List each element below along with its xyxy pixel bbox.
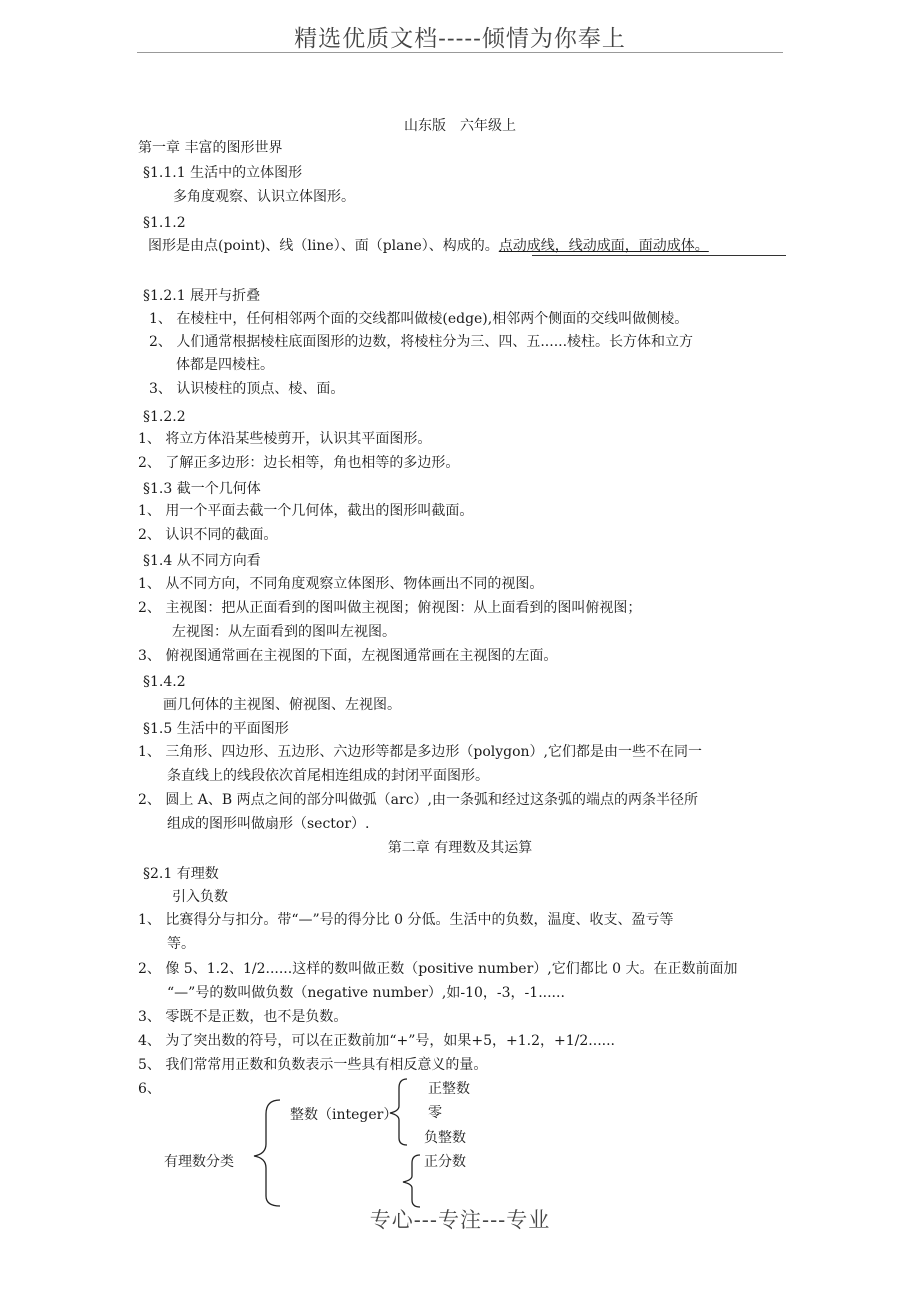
item-2-1-3: 3、 零既不是正数，也不是负数。	[138, 1009, 348, 1025]
item-1-4-1: 1、 从不同方向，不同角度观察立体图形、物体画出不同的视图。	[138, 576, 544, 592]
item-1-5-2-cont: 组成的图形叫做扇形（sector）.	[167, 816, 370, 832]
tree-positive-integer: 正整数	[428, 1081, 470, 1097]
page-footer: 专心---专注---专业	[369, 1208, 551, 1232]
tree-integer-label: 整数（integer）	[290, 1107, 398, 1123]
item-1-5-1-cont: 条直线上的线段依次首尾相连组成的封闭平面图形。	[167, 768, 489, 784]
section-1-1-1: §1.1.1 生活中的立体图形	[143, 165, 303, 181]
section-1-2-1: §1.2.1 展开与折叠	[143, 288, 261, 304]
underline-rule	[532, 255, 786, 256]
page-header: 精选优质文档-----倾情为你奉上	[294, 26, 626, 52]
section-1-3: §1.3 截一个几何体	[143, 481, 261, 497]
section-1-4: §1.4 从不同方向看	[143, 553, 261, 569]
tree-root-brace	[246, 1096, 286, 1210]
item-1-5-1: 1、 三角形、四边形、五边形、六边形等都是多边形（polygon）,它们都是由一些不在同一	[138, 744, 702, 760]
doc-title: 山东版 六年级上	[404, 118, 516, 134]
section-1-4-2: §1.4.2	[143, 674, 186, 690]
item-1-3-1: 1、 用一个平面去截一个几何体，截出的图形叫截面。	[138, 503, 474, 519]
section-1-5: §1.5 生活中的平面图形	[143, 721, 289, 737]
item-2-1-5: 5、 我们常常用正数和负数表示一些具有相反意义的量。	[138, 1057, 488, 1073]
item-1-2-1-3: 3、 认识棱柱的顶点、棱、面。	[149, 381, 345, 397]
chapter-2-heading: 第二章 有理数及其运算	[387, 840, 533, 856]
item-2-1-6: 6、	[138, 1081, 161, 1097]
header-rule	[137, 52, 783, 53]
item-2-1-1: 1、 比赛得分与扣分。带“—”号的得分比 0 分低。生活中的负数，温度、收支、盈亏等	[138, 912, 674, 928]
item-1-3-2: 2、 认识不同的截面。	[138, 527, 278, 543]
section-2-1-sub: 引入负数	[172, 889, 228, 905]
section-1-1-2-underlined: 点动成线，线动成面，面动成体。	[498, 238, 709, 254]
tree-integer-brace	[385, 1076, 411, 1148]
tree-zero: 零	[428, 1105, 442, 1121]
tree-root-label: 有理数分类	[164, 1154, 234, 1170]
item-1-2-2-2: 2、 了解正多边形：边长相等，角也相等的多边形。	[138, 455, 460, 471]
chapter-1-heading: 第一章 丰富的图形世界	[138, 140, 283, 156]
item-1-4-2-cont: 左视图：从左面看到的图叫左视图。	[172, 624, 396, 640]
item-1-5-2: 2、 圆上 A、B 两点之间的部分叫做弧（arc）,由一条弧和经过这条弧的端点的两条半径所	[138, 792, 698, 808]
section-1-1-2-text	[148, 237, 709, 255]
item-2-1-2: 2、 像 5、1.2、1/2......这样的数叫做正数（positive number）,它们都比 0 大。在正数前面加	[138, 961, 738, 977]
item-1-4-3: 3、 俯视图通常画在主视图的下面，左视图通常画在主视图的左面。	[138, 648, 558, 664]
section-1-1-2-plain: 图形是由点(point)、线（line）、面（plane）、构成的。	[148, 238, 499, 254]
section-2-1: §2.1 有理数	[143, 866, 219, 882]
item-2-1-2-cont: “—”号的数叫做负数（negative number）,如-10，-3，-1......	[167, 985, 565, 1001]
item-2-1-4: 4、 为了突出数的符号，可以在正数前加“+”号，如果+5，+1.2，+1/2......	[138, 1033, 615, 1049]
tree-positive-fraction: 正分数	[424, 1154, 466, 1170]
section-1-1-2: §1.1.2	[143, 215, 186, 231]
item-1-4-2: 2、 主视图：把从正面看到的图叫做主视图；俯视图：从上面看到的图叫俯视图；	[138, 600, 642, 616]
section-1-4-2-text: 画几何体的主视图、俯视图、左视图。	[163, 697, 401, 713]
tree-negative-integer: 负整数	[424, 1130, 466, 1146]
item-1-2-1-2: 2、 人们通常根据棱柱底面图形的边数，将棱柱分为三、四、五......棱柱。长方体和立方	[149, 334, 694, 350]
section-1-2-2: §1.2.2	[143, 409, 186, 425]
item-1-2-2-1: 1、 将立方体沿某些棱剪开，认识其平面图形。	[138, 431, 432, 447]
item-2-1-1-cont: 等。	[167, 936, 195, 952]
item-1-2-1-2-cont: 体都是四棱柱。	[176, 357, 274, 373]
item-1-2-1-1: 1、 在棱柱中，任何相邻两个面的交线都叫做棱(edge),相邻两个侧面的交线叫做侧棱。	[149, 311, 689, 327]
section-1-1-1-text: 多角度观察、认识立体图形。	[173, 189, 355, 205]
tree-fraction-brace	[398, 1152, 424, 1210]
